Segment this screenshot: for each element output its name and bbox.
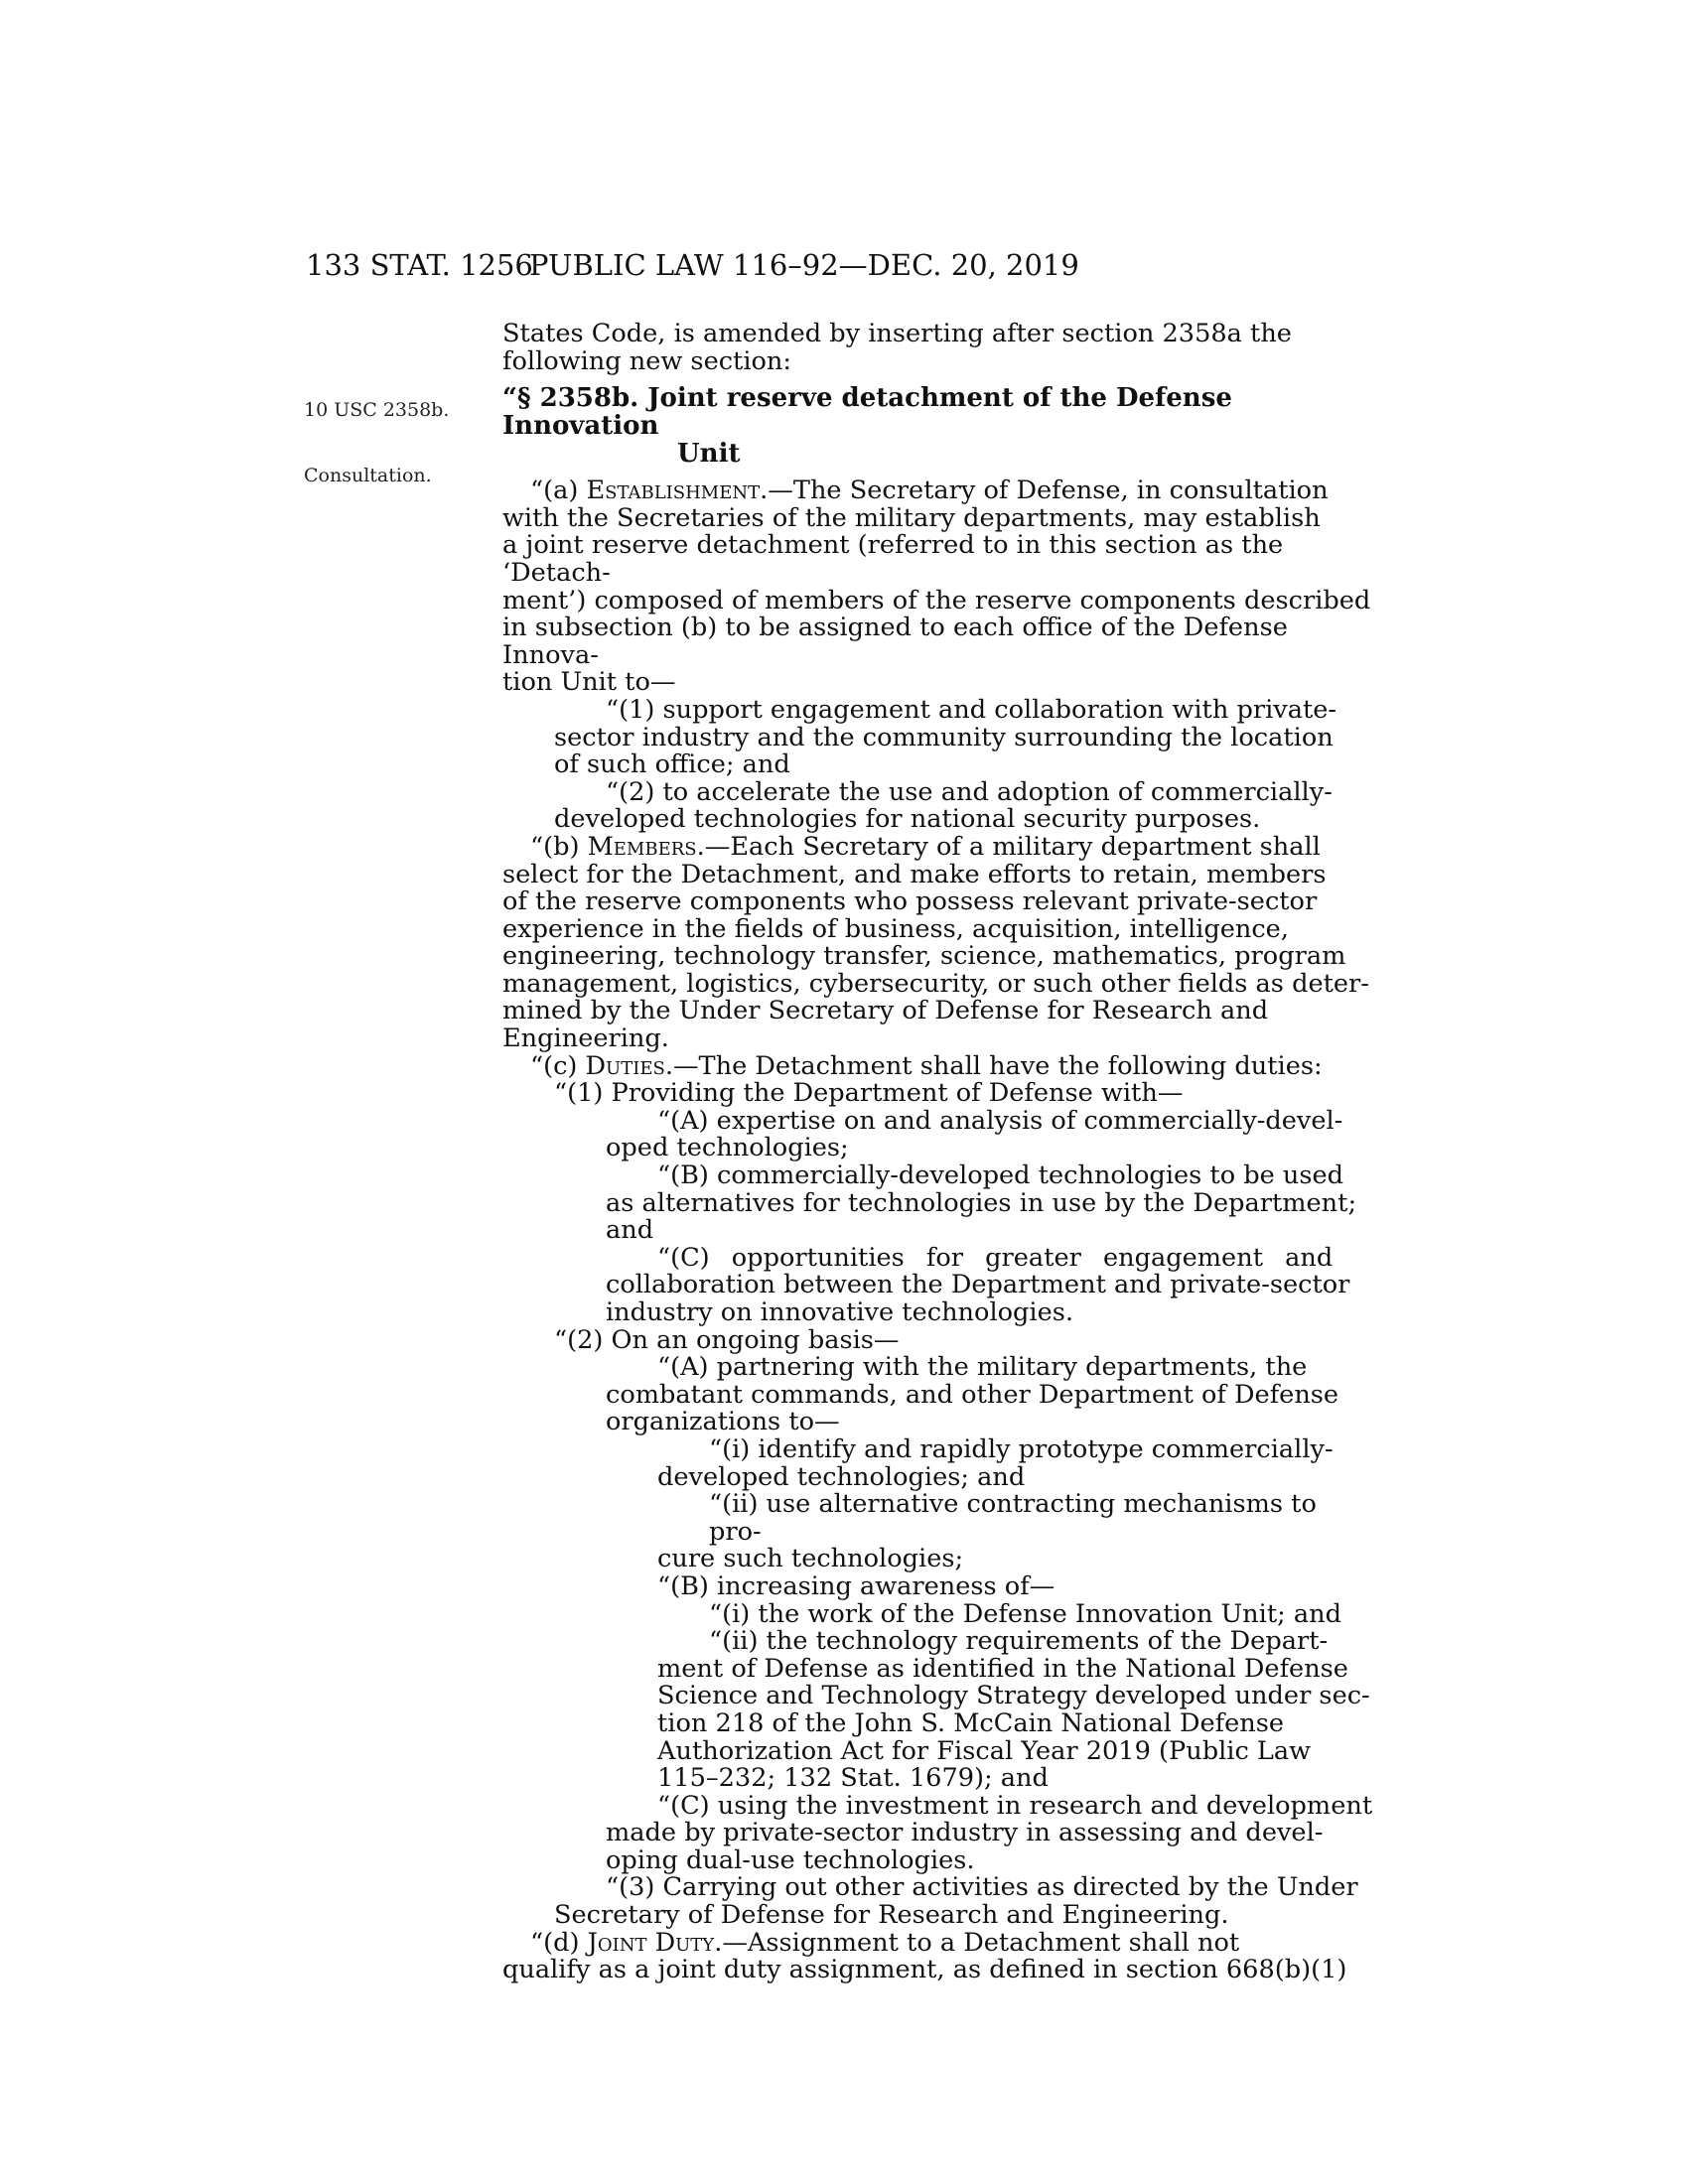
subsection-a bbox=[502, 478, 1376, 697]
subsection-d-heading: Joint Duty bbox=[587, 1927, 715, 1958]
intro-paragraph bbox=[502, 321, 1376, 375]
text-line: experience in the fields of business, acquisition, intelligence, bbox=[502, 913, 1289, 944]
text-line: “(ii) use alternative contracting mechanisms to pro- bbox=[709, 1489, 1317, 1547]
text-line: “(2) On an ongoing basis— bbox=[554, 1324, 900, 1355]
subsection-a-heading: Establishment bbox=[586, 476, 761, 506]
text-span: .—The Detachment shall have the following duties: bbox=[664, 1050, 1323, 1081]
text-line: a joint reserve detachment (referred to in this section as the ‘Detach- bbox=[502, 530, 1284, 588]
text-line: of such office; and bbox=[554, 750, 790, 780]
text-line: “(A) expertise on and analysis of commercially-devel- bbox=[657, 1105, 1343, 1136]
paragraph-c1 bbox=[502, 1080, 1376, 1108]
text-line: made by private-sector industry in assessing and devel- bbox=[606, 1818, 1324, 1848]
text-line: ment of Defense as identified in the National Defense bbox=[657, 1653, 1348, 1684]
subparagraph-c1B bbox=[502, 1162, 1376, 1245]
text-line: ment’) composed of members of the reserve components described bbox=[502, 585, 1371, 615]
text-line: developed technologies for national security purposes. bbox=[554, 804, 1261, 835]
text-line: “(1) support engagement and collaboration with private- bbox=[606, 694, 1337, 725]
text-line: tion Unit to— bbox=[502, 667, 676, 698]
clause-c2Bii bbox=[502, 1628, 1376, 1793]
text-line bbox=[502, 1050, 1376, 1081]
text-line: “(ii) the technology requirements of the Depart- bbox=[709, 1626, 1329, 1657]
intro-line: States Code, is amended by inserting after section 2358a the bbox=[502, 319, 1292, 348]
text-line: “(C) using the investment in research and development bbox=[657, 1790, 1373, 1821]
text-line: select for the Detachment, and make efforts to retain, members bbox=[502, 859, 1327, 889]
text-line: Science and Technology Strategy developed under sec- bbox=[657, 1681, 1370, 1711]
text-line: “(B) increasing awareness of— bbox=[657, 1570, 1055, 1601]
text-line: collaboration between the Department and private-sector bbox=[606, 1270, 1350, 1300]
text-line: engineering, technology transfer, science, mathematics, program bbox=[502, 941, 1346, 972]
text-line: Engineering. bbox=[502, 1024, 669, 1054]
paragraph-c2 bbox=[502, 1324, 1376, 1355]
subparagraph-c2A bbox=[502, 1354, 1376, 1436]
subsection-b bbox=[502, 831, 1376, 1054]
text-line: “(B) commercially-developed technologies to be used bbox=[657, 1160, 1344, 1191]
text-line: as alternatives for technologies in use by the Department; bbox=[606, 1187, 1357, 1218]
clause-c2Ai bbox=[502, 1433, 1376, 1492]
text-line: industry on innovative technologies. bbox=[606, 1297, 1074, 1327]
text-line: “(C) opportunities for greater engagement and bbox=[657, 1242, 1334, 1273]
text-line: qualify as a joint duty assignment, as defined in section 668(b)(1) bbox=[502, 1955, 1347, 1985]
clause-c2Aii bbox=[502, 1491, 1376, 1573]
subparagraph-c2C bbox=[502, 1790, 1376, 1875]
text-line: combatant commands, and other Department of Defense bbox=[606, 1379, 1339, 1410]
text-line: “(1) Providing the Department of Defense with— bbox=[554, 1078, 1184, 1109]
paragraph-a2 bbox=[502, 776, 1376, 835]
text-span: “(a) bbox=[530, 476, 587, 506]
text-line bbox=[502, 1927, 1376, 1958]
subsection-c bbox=[502, 1050, 1376, 1081]
clause-c2Bi bbox=[502, 1598, 1376, 1629]
section-heading-line: Unit bbox=[677, 439, 741, 470]
paragraph-c3 bbox=[502, 1874, 1376, 1929]
running-header bbox=[306, 248, 1376, 288]
text-line: Authorization Act for Fiscal Year 2019 (Public Law bbox=[657, 1735, 1312, 1766]
text-span: .—Each Secretary of a military department shall bbox=[696, 831, 1321, 862]
text-span: “(c) bbox=[530, 1050, 586, 1081]
text-line bbox=[502, 478, 1376, 505]
text-span: .—The Secretary of Defense, in consultation bbox=[760, 476, 1329, 506]
text-span: “(b) bbox=[530, 831, 588, 862]
text-span: “(d) bbox=[530, 1927, 588, 1958]
text-line: organizations to— bbox=[606, 1407, 840, 1437]
running-title: PUBLIC LAW 116–92—DEC. 20, 2019 bbox=[529, 248, 1079, 282]
text-line: sector industry and the community surrounding the location bbox=[554, 722, 1334, 752]
subsection-c-heading: Duties bbox=[585, 1050, 665, 1081]
subparagraph-c1A bbox=[502, 1105, 1376, 1163]
text-line: management, logistics, cybersecurity, or such other fields as deter- bbox=[502, 968, 1369, 999]
text-line: oped technologies; bbox=[606, 1133, 849, 1163]
text-line: Secretary of Defense for Research and Engineering. bbox=[554, 1900, 1229, 1931]
text-line: “(i) identify and rapidly prototype commercially- bbox=[709, 1433, 1334, 1464]
subparagraph-c1C bbox=[502, 1242, 1376, 1327]
text-line: with the Secretaries of the military departments, may establish bbox=[502, 502, 1321, 533]
text-line: “(i) the work of the Defense Innovation Unit; and bbox=[709, 1598, 1341, 1629]
text-line: mined by the Under Secretary of Defense for Research and bbox=[502, 996, 1269, 1026]
text-line: of the reserve components who possess relevant private-sector bbox=[502, 887, 1318, 917]
text-line bbox=[502, 831, 1376, 862]
text-line: tion 218 of the John S. McCain National Defense bbox=[657, 1707, 1285, 1738]
text-line: oping dual-use technologies. bbox=[606, 1844, 975, 1875]
section-heading-line: “§ 2358b. Joint reserve detachment of the Defense Innovation bbox=[502, 383, 1232, 442]
paragraph-a1 bbox=[502, 694, 1376, 780]
margin-note-usc: 10 USC 2358b. bbox=[304, 399, 450, 421]
text-line: 115–232; 132 Stat. 1679); and bbox=[657, 1763, 1049, 1794]
intro-line: following new section: bbox=[502, 345, 792, 376]
text-line: and bbox=[606, 1215, 654, 1246]
subsection-d bbox=[502, 1927, 1376, 1985]
text-line: in subsection (b) to be assigned to each office of the Defense Innova- bbox=[502, 613, 1288, 670]
document-body bbox=[502, 321, 1376, 1984]
margin-note-consultation: Consultation. bbox=[304, 465, 432, 486]
text-line: “(3) Carrying out other activities as directed by the Under bbox=[606, 1872, 1358, 1903]
text-span: .—Assignment to a Detachment shall not bbox=[714, 1927, 1240, 1958]
subparagraph-c2B bbox=[502, 1570, 1376, 1601]
text-line: cure such technologies; bbox=[657, 1544, 964, 1574]
text-line: developed technologies; and bbox=[657, 1461, 1026, 1492]
page-number: 133 STAT. 1256 bbox=[306, 248, 533, 282]
subsection-b-heading: Members bbox=[587, 831, 697, 862]
text-line: “(A) partnering with the military departments, the bbox=[657, 1352, 1308, 1383]
section-heading bbox=[502, 384, 1376, 468]
text-line: “(2) to accelerate the use and adoption of commercially- bbox=[606, 776, 1333, 807]
